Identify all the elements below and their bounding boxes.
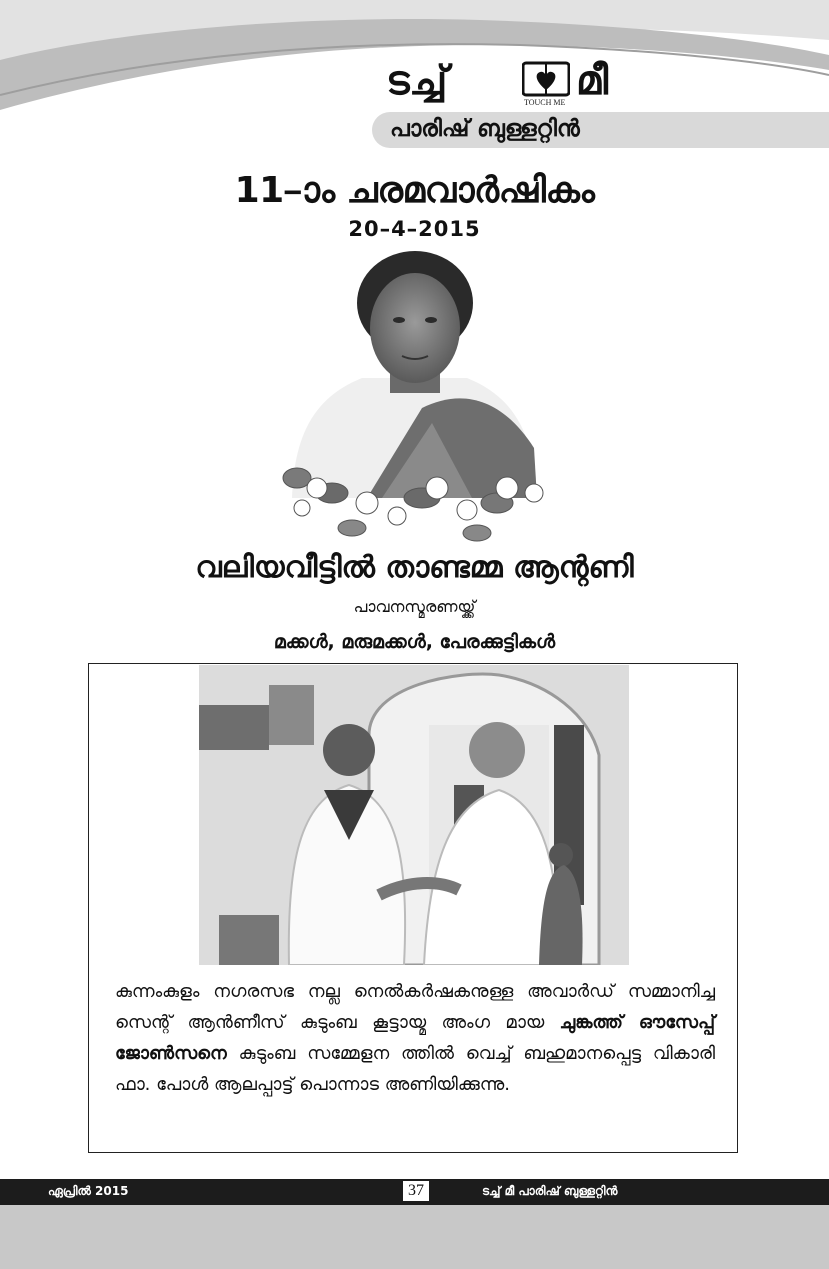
anniversary-heading: 11–ാം ചരമവാർഷികം <box>234 170 595 211</box>
footer-publication-name: ടച്ച് മീ പാരിഷ് ബുള്ളറ്റിൻ <box>482 1184 618 1198</box>
caption-text-1: കുന്നംകുളം നഗരസഭ നല്ല നെൽകർഷകനുള്ള അവാർഡ് സമ്മാനിച്ച സെന്റ് ആൻണീസ് കുടുംബ കൂട്ടായ്മ അംഗ മായ <box>115 981 715 1033</box>
logo-text-right: മീ <box>576 58 609 104</box>
logo-text-left: ടച്ച് <box>386 58 448 104</box>
anniversary-date: 20–4–2015 <box>348 217 481 241</box>
caption-honoree-name: ചുങ്കത്ത് ഔസേപ്പ് ജോൺസനെ <box>115 1012 715 1064</box>
footer-gray-band <box>0 1205 829 1269</box>
photo-caption <box>115 976 715 1100</box>
bulletin-title-band <box>372 112 829 148</box>
touch-me-logo <box>386 58 686 108</box>
footer-bar <box>0 1179 829 1205</box>
bulletin-title: പാരിഷ് ബുള്ളറ്റിൻ <box>390 116 580 142</box>
footer-issue-date: ഏപ്രിൽ 2015 <box>48 1184 129 1198</box>
page-number: 37 <box>403 1181 429 1201</box>
memorial-portrait-image <box>272 248 557 548</box>
family-signature: മക്കൾ, മരുമക്കൾ, പേരക്കുട്ടികൾ <box>273 631 556 653</box>
caption-text-2: കുടുംബ സമ്മേളന ത്തിൽ വെച്ച് ബഹുമാനപ്പെട്ട വികാരി ഫാ. പോൾ ആലപ്പാട്ട് പൊന്നാട അണിയിക്കുന്നു. <box>115 1043 715 1095</box>
deceased-name: വലിയവീട്ടിൽ താണ്ടമ്മ ആന്റണി <box>195 550 634 585</box>
news-photo-box <box>88 663 738 1153</box>
open-book-heart-icon <box>522 60 570 98</box>
in-memory-text: പാവനസ്മരണയ്ക്ക് <box>353 597 476 616</box>
logo-subtext: TOUCH ME <box>524 98 566 107</box>
felicitation-photo <box>199 665 629 965</box>
